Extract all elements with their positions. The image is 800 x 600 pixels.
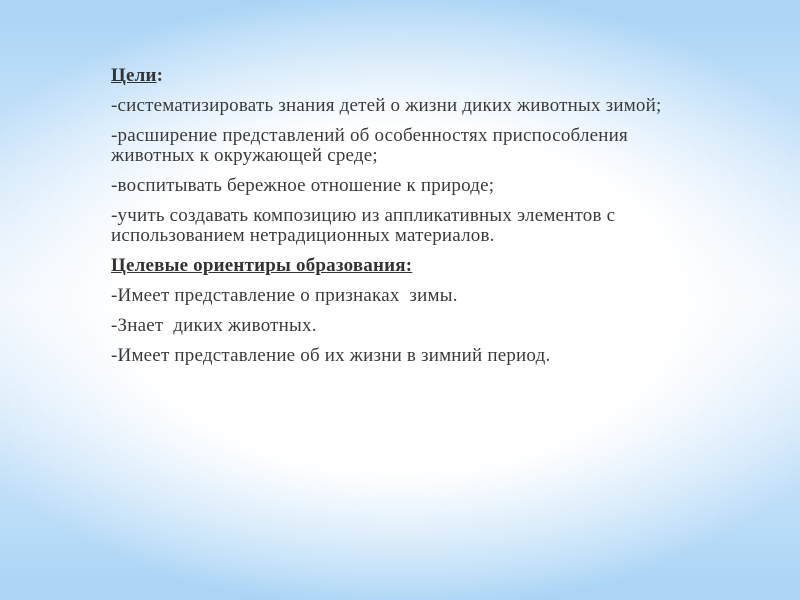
goal-item: -систематизировать знания детей о жизни диких животных зимой; [111, 95, 662, 116]
goals-heading: Цели [111, 65, 157, 86]
target-item: -Имеет представление об их жизни в зимний период. [111, 345, 551, 366]
goal-item: -учить создавать композицию из аппликативных элементов с использованием нетрадиционных материалов. [111, 205, 616, 246]
targets-heading: Целевые ориентиры образования: [111, 255, 413, 276]
goal-item: -расширение представлений об особенностях приспособления животных к окружающей среде; [111, 125, 628, 166]
target-item: -Имеет представление о признаках зимы. [111, 285, 458, 306]
goals-heading-line [111, 66, 711, 86]
target-item: -Знает диких животных. [111, 315, 317, 336]
goals-heading-colon: : [156, 65, 164, 86]
goal-item: -воспитывать бережное отношение к природе; [111, 175, 495, 196]
slide-content [111, 66, 711, 376]
